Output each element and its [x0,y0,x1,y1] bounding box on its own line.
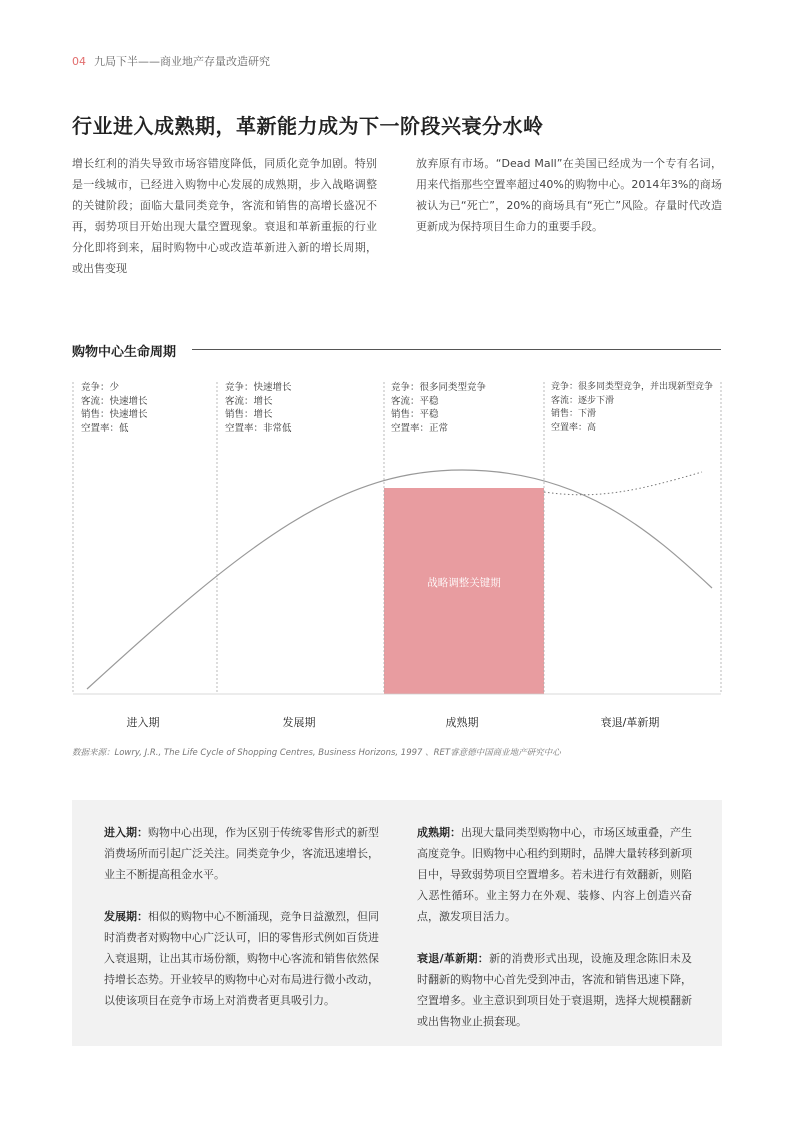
stage-info-line: 客流：增长 [225,395,273,407]
stage-info-line: 销售：快速增长 [81,409,148,420]
report-title: 九局下半——商业地产存量改造研究 [94,55,270,68]
intro-paragraph-left: 增长红利的消失导致市场容错度降低，同质化竞争加剧。特别是一线城市，已经进入购物中心发展的成熟期，步入战略调整的关键阶段；面临大量同类竞争，客流和销售的高增长盛况不再，弱势项目开始出现大量空置现象。衰退和革新重振的行业分化即将到来，届时购物中心或改造革新进入新的增长周期，或出售变现 [72,157,377,275]
stage-info-line: 空置率：低 [81,422,129,434]
page-number: 04 [72,55,86,68]
note-text: 购物中心出现，作为区别于传统零售形式的新型消费场所而引起广泛关注。同类竞争少，客流迅速增长，业主不断提高租金水平。 [104,826,379,881]
stage-notes-box [72,800,722,1046]
note-text: 新的消费形式出现，设施及理念陈旧未及时翻新的购物中心首先受到冲击，客流和销售迅速下降，空置增多。业主意识到项目处于衰退期，选择大规模翻新或出售物业止损套现。 [417,952,692,1028]
section-title: 行业进入成熟期，革新能力成为下一阶段兴衰分水岭 [72,114,544,138]
note-growth [104,906,379,1011]
renewal-curve [544,472,702,495]
note-term: 进入期： [104,826,148,839]
chart-title: 购物中心生命周期 [72,345,177,360]
stage-label-growth: 发展期 [282,716,316,729]
intro-paragraph-right: 放弃原有市场。“Dead Mall”在美国已经成为一个专有名词，用来代指那些空置率超过40%的购物中心。2014年3%的商场被认为已“死亡”，20%的商场具有“死亡”风险。存量时代改造更新成为保持项目生命力的重要手段。 [416,157,722,233]
stage-info-line: 销售：增长 [225,409,273,420]
note-text: 相似的购物中心不断涌现，竞争日益激烈，但同时消费者对购物中心广泛认可，旧的零售形式例如百货进入衰退期，让出其市场份额，购物中心客流和销售依然保持增长态势。开业较早的购物中心对布局进行微小改动，以使该项目在竞争市场上对消费者更具吸引力。 [104,910,379,1007]
stage-info-line: 销售：下滑 [551,409,597,419]
data-source: 数据来源：Lowry, J.R., The Life Cycle of Shopping Centres, Business Horizons, 1997 、RET睿意德中国商业地产研究中心 [72,748,561,758]
note-term: 发展期： [104,910,148,923]
stage-label-mature: 成熟期 [445,716,479,729]
stage-info-line: 空置率：非常低 [225,422,292,434]
note-term: 成熟期： [417,826,461,839]
stage-info-line: 客流：逐步下滑 [551,395,615,406]
notes-column-right [417,822,692,1053]
note-term: 衰退/革新期： [417,952,490,965]
highlight-label: 战略调整关键期 [427,577,501,589]
highlight-period [384,488,544,694]
stage-info-line: 空置率：正常 [391,422,449,434]
stage-info-line: 销售：平稳 [391,409,439,420]
stage-info-line: 客流：快速增长 [81,395,148,407]
stage-info-line: 竞争：少 [81,382,120,393]
stage-info-line: 竞争：很多同类型竞争 [391,382,487,393]
note-decline [417,948,692,1032]
stage-info-line: 竞争：很多同类型竞争，并出现新型竞争 [551,382,714,392]
stage-info-line: 空置率：高 [551,422,597,433]
stage-label-decline: 衰退/革新期 [600,716,660,729]
note-entry [104,822,379,885]
stage-info-line: 竞争：快速增长 [225,382,292,393]
note-text: 出现大量同类型购物中心，市场区域重叠，产生高度竞争。旧购物中心租约到期时，品牌大量转移到新项目中，导致弱势项目空置增多。若未进行有效翻新，则陷入恶性循环。业主努力在外观、装修、内容上创造兴奋点，激发项目活力。 [417,826,692,923]
stage-info-line: 客流：平稳 [391,395,439,407]
note-mature [417,822,692,927]
notes-column-left [104,822,379,1032]
stage-label-entry: 进入期 [126,716,160,729]
